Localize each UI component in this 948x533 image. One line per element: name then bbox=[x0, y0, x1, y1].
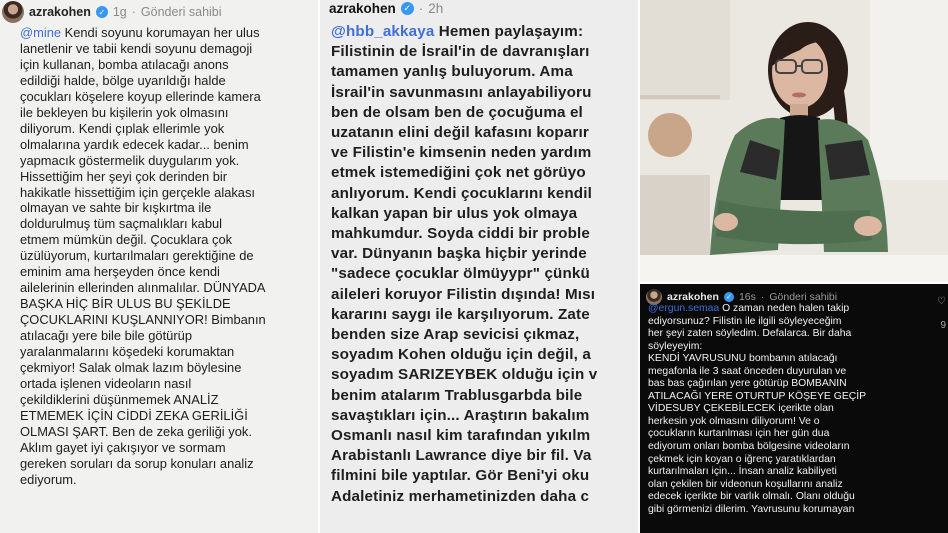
comment-screenshot-middle bbox=[320, 0, 638, 533]
author-tag: Gönderi sahibi bbox=[769, 291, 838, 303]
avatar[interactable] bbox=[2, 1, 24, 23]
verified-badge-icon: ✓ bbox=[96, 6, 108, 18]
separator-dot: · bbox=[418, 1, 424, 16]
username[interactable]: azrakohen bbox=[329, 1, 396, 16]
like-count: 9 bbox=[940, 320, 946, 331]
separator-dot: · bbox=[131, 5, 136, 19]
timestamp: 2h bbox=[428, 1, 444, 16]
comment-text bbox=[331, 22, 638, 507]
comment-screenshot-left bbox=[0, 0, 318, 533]
comment-header bbox=[2, 1, 222, 23]
timestamp: 1g bbox=[112, 5, 127, 19]
comment-body: Kendi soyunu korumayan her ulus lanetlenir ve tabii kendi soyunu demagoji için kullanan, bomba atılacağı anons edildiği halde, bölge uyarıldığı halde çocukları köşelere koyup ellerinde kamera ile bekleyen bu kişilerin yok olmasını diliyorum. Kendi çıplak ellerimle yok olmalarına yardık edecek kadar... benim yapmacık göstermelik duygularım yok. Hissettiğim her şeyi çok derinden bir hakikatle hissettiğim için gerçekle alakası olmayan ve sahte bir kışkırtma ile doldurulmuş tüm saçmalıkları kabul etmem mümkün değil. Çocuklara çok üzülüyorum, kurtarılmaları gerektiğine de eminim ama herşeyden önce kendi ailelerinin ellerinden alınmalılar. DÜNYADA BAŞKA HİÇ BİR ULUS BU ŞEKİLDE ÇOCUKLARINI KUŞLANNIYOR! Bimbanın atılacağı yere bile bile götürüp yaralanmalarını köşedeki korumaktan çekmiyor! Salak olmak lazım böylesine ortada işlenen videoların nasıl çekildiklerini düşünmemek ANALİZ ETMEMEK İÇİN CİDDİ ZEKA GERİLİĞİ OLMASI ŞART. Ben de zeka geriliği yok. Aklım gayet iyi çakışıyor ve sormam gereken soruları da sorup konuları analiz ediyorum. bbox=[20, 25, 266, 487]
comment-text bbox=[20, 25, 318, 488]
mention-link[interactable]: @mine bbox=[20, 25, 62, 40]
comment-header bbox=[329, 1, 443, 16]
username[interactable]: azrakohen bbox=[667, 291, 719, 303]
verified-badge-icon: ✓ bbox=[724, 292, 734, 302]
comment-text bbox=[648, 303, 938, 516]
mention-link[interactable]: @ergun.semaa bbox=[648, 303, 720, 314]
mention-link[interactable]: @hbb_akkaya bbox=[331, 23, 435, 40]
comment-screenshot-dark bbox=[640, 284, 948, 533]
timestamp: 16s bbox=[738, 291, 756, 303]
portrait-illustration bbox=[640, 0, 948, 282]
verified-badge-icon: ✓ bbox=[401, 2, 414, 15]
comment-body: Hemen paylaşayım: Filistinin de İsrail'in de davranışları tamamen yanlış buluyorum. Ama İsrail'in savunmasını anlayabiliyoru ben de olsam ben de çocuğuma el uzatanın elini değil kafasını koparır ve Filistin'e kimsenin neden yardım etmek istemediğini çok net görüyo anlıyorum. Kendi çocuklarını kendil kalkan yapan bir ulus yok olmaya mahkumdur. Soyda ciddi bir proble var. Dünyanın başka hiçbir yerinde "sadece çocuklar ölmüyypr" çünkü aileleri koruyor Filistin dışında! Mısı kararını saygı ile karşılıyorum. Zate benden size Arap sevicisi çıkmaz, soyadım Kohen olduğu için değil, a soyadım SARIZEYBEK olduğu için v benim atalarım Trablusgarbda bile savaştıkları için... Araştırın bakalım Osmanlı nasıl kim tarafından yıkılm Arabistanlı Lawrance diye bir fil. Va filmini bile yaptılar. Gör Beni'yi oku Adaletiniz merhametinizden daha c bbox=[331, 23, 598, 505]
like-heart-icon[interactable]: ♡ bbox=[937, 296, 946, 307]
portrait-photo bbox=[640, 0, 948, 282]
comment-body: O zaman neden halen takip ediyorsunuz? Filistin ile ilgili söyleyeceğim her şeyi zaten söyledim. Defalarca. Bir daha söyleyeyim: KENDİ YAVRUSUNU bombanın atılacağı megafonla ile 3 saat önceden duyurulan ve bas bas çağırılan yere götürüp BOMBANIN ATILACAĞI YERE OTURTUP KÖŞEYE GEÇİP VİDESUBY ÇEKEBİLECEK içerikte olan herkesin yok olmasını diliyorum! Ve o çocukların kurtarılması için her gün dua ediyorum onları bomba bölgesine videoların çekmek için koyan o iğrenç yaratıklardan kurtarılmaları için... İnsan analiz kabiliyeti olan çekilen bir videonun koşullarını analiz edecek içerikte bir varlık olmalı. Olanı olduğu gibi görmenizi dilerim. Yavrusunu korumayan bbox=[648, 303, 867, 515]
author-tag: Gönderi sahibi bbox=[140, 5, 222, 19]
username[interactable]: azrakohen bbox=[29, 5, 91, 19]
separator-dot: · bbox=[760, 291, 765, 303]
